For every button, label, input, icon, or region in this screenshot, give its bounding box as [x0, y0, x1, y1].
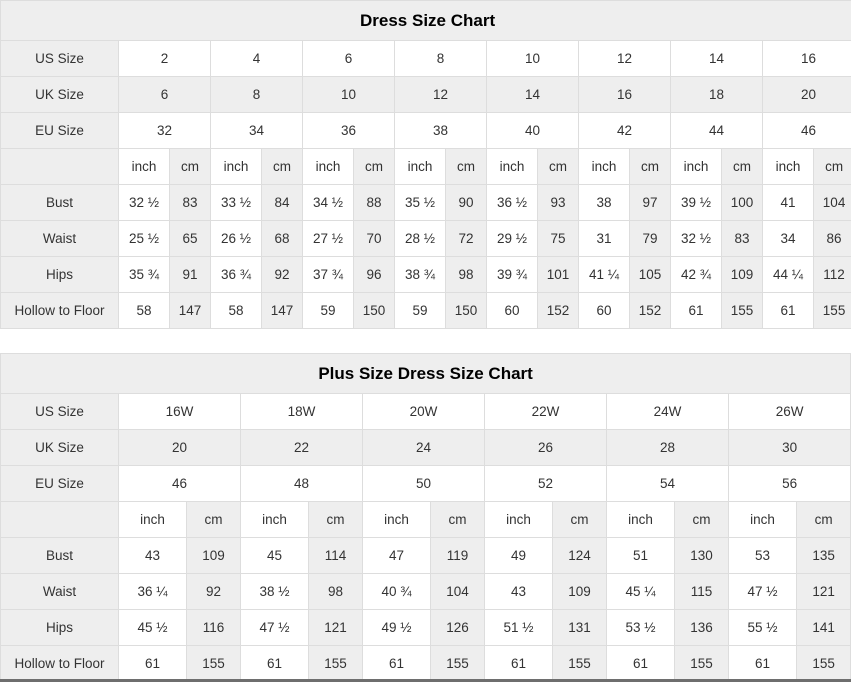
unit-header-cell-cm: cm: [446, 149, 487, 185]
measure-row: [1, 538, 851, 574]
size-value-cell: 50: [363, 466, 485, 502]
row-label: EU Size: [1, 466, 119, 502]
unit-header-cell-cm: cm: [187, 502, 241, 538]
size-value-cell: 46: [119, 466, 241, 502]
inch-value-cell: 45 ¼: [607, 574, 675, 610]
size-value-cell: 30: [729, 430, 851, 466]
size-value-cell: 26W: [729, 394, 851, 430]
row-label: Bust: [1, 185, 119, 221]
inch-value-cell: 47 ½: [241, 610, 309, 646]
inch-value-cell: 45 ½: [119, 610, 187, 646]
size-value-cell: 10: [487, 41, 579, 77]
inch-value-cell: 61: [729, 646, 797, 682]
unit-header-row: [1, 149, 851, 185]
size-value-cell: 38: [395, 113, 487, 149]
size-row: [1, 113, 851, 149]
cm-value-cell: 150: [446, 293, 487, 329]
cm-value-cell: 109: [553, 574, 607, 610]
row-label: Bust: [1, 538, 119, 574]
inch-value-cell: 35 ½: [395, 185, 446, 221]
unit-header-cell-inch: inch: [363, 502, 431, 538]
size-value-cell: 10: [303, 77, 395, 113]
inch-value-cell: 42 ¾: [671, 257, 722, 293]
inch-value-cell: 45: [241, 538, 309, 574]
size-value-cell: 16: [763, 41, 851, 77]
size-value-cell: 8: [395, 41, 487, 77]
unit-header-cell-cm: cm: [722, 149, 763, 185]
size-value-cell: 16: [579, 77, 671, 113]
inch-value-cell: 61: [671, 293, 722, 329]
size-value-cell: 46: [763, 113, 851, 149]
inch-value-cell: 49: [485, 538, 553, 574]
inch-value-cell: 58: [119, 293, 170, 329]
chart-title-row: [1, 354, 851, 394]
size-value-cell: 12: [395, 77, 487, 113]
chart-title-row: [1, 1, 851, 41]
inch-value-cell: 53: [729, 538, 797, 574]
size-value-cell: 6: [119, 77, 211, 113]
unit-header-cell-inch: inch: [579, 149, 630, 185]
cm-value-cell: 70: [354, 221, 395, 257]
cm-value-cell: 88: [354, 185, 395, 221]
cm-value-cell: 121: [309, 610, 363, 646]
size-value-cell: 34: [211, 113, 303, 149]
cm-value-cell: 155: [814, 293, 851, 329]
unit-header-row: [1, 502, 851, 538]
inch-value-cell: 39 ¾: [487, 257, 538, 293]
inch-value-cell: 28 ½: [395, 221, 446, 257]
cm-value-cell: 155: [675, 646, 729, 682]
inch-value-cell: 32 ½: [671, 221, 722, 257]
inch-value-cell: 61: [119, 646, 187, 682]
inch-value-cell: 55 ½: [729, 610, 797, 646]
size-value-cell: 20W: [363, 394, 485, 430]
cm-value-cell: 155: [553, 646, 607, 682]
unit-header-cell-cm: cm: [797, 502, 851, 538]
row-label: Hips: [1, 610, 119, 646]
cm-value-cell: 119: [431, 538, 485, 574]
cm-value-cell: 105: [630, 257, 671, 293]
cm-value-cell: 109: [722, 257, 763, 293]
inch-value-cell: 61: [607, 646, 675, 682]
row-label: EU Size: [1, 113, 119, 149]
size-value-cell: 22: [241, 430, 363, 466]
size-value-cell: 2: [119, 41, 211, 77]
inch-value-cell: 26 ½: [211, 221, 262, 257]
inch-value-cell: 47: [363, 538, 431, 574]
unit-header-cell-inch: inch: [671, 149, 722, 185]
cm-value-cell: 91: [170, 257, 211, 293]
inch-value-cell: 58: [211, 293, 262, 329]
plus-size-dress-size-chart-table: [0, 353, 851, 682]
measure-row: [1, 574, 851, 610]
inch-value-cell: 44 ¼: [763, 257, 814, 293]
cm-value-cell: 152: [630, 293, 671, 329]
size-value-cell: 8: [211, 77, 303, 113]
inch-value-cell: 47 ½: [729, 574, 797, 610]
row-label: UK Size: [1, 77, 119, 113]
size-value-cell: 32: [119, 113, 211, 149]
cm-value-cell: 136: [675, 610, 729, 646]
inch-value-cell: 27 ½: [303, 221, 354, 257]
size-value-cell: 28: [607, 430, 729, 466]
cm-value-cell: 155: [797, 646, 851, 682]
inch-value-cell: 36 ½: [487, 185, 538, 221]
inch-value-cell: 60: [579, 293, 630, 329]
size-value-cell: 20: [119, 430, 241, 466]
inch-value-cell: 49 ½: [363, 610, 431, 646]
size-value-cell: 14: [671, 41, 763, 77]
cm-value-cell: 75: [538, 221, 579, 257]
row-label-empty: [1, 502, 119, 538]
inch-value-cell: 59: [303, 293, 354, 329]
inch-value-cell: 61: [763, 293, 814, 329]
inch-value-cell: 59: [395, 293, 446, 329]
size-value-cell: 6: [303, 41, 395, 77]
size-value-cell: 24: [363, 430, 485, 466]
inch-value-cell: 61: [363, 646, 431, 682]
inch-value-cell: 41: [763, 185, 814, 221]
size-value-cell: 4: [211, 41, 303, 77]
cm-value-cell: 84: [262, 185, 303, 221]
row-label: Hollow to Floor: [1, 646, 119, 682]
inch-value-cell: 25 ½: [119, 221, 170, 257]
inch-value-cell: 31: [579, 221, 630, 257]
cm-value-cell: 150: [354, 293, 395, 329]
cm-value-cell: 135: [797, 538, 851, 574]
dress-size-chart-table: [0, 0, 851, 329]
cm-value-cell: 155: [431, 646, 485, 682]
table-gap: [0, 329, 851, 353]
size-value-cell: 20: [763, 77, 851, 113]
row-label: US Size: [1, 41, 119, 77]
size-row: [1, 430, 851, 466]
measure-row: [1, 257, 851, 293]
inch-value-cell: 39 ½: [671, 185, 722, 221]
measure-row: [1, 185, 851, 221]
inch-value-cell: 43: [119, 538, 187, 574]
cm-value-cell: 104: [814, 185, 851, 221]
cm-value-cell: 93: [538, 185, 579, 221]
inch-value-cell: 33 ½: [211, 185, 262, 221]
size-value-cell: 42: [579, 113, 671, 149]
cm-value-cell: 83: [170, 185, 211, 221]
measure-row: [1, 646, 851, 682]
unit-header-cell-cm: cm: [431, 502, 485, 538]
unit-header-cell-cm: cm: [538, 149, 579, 185]
unit-header-cell-inch: inch: [211, 149, 262, 185]
unit-header-cell-inch: inch: [119, 502, 187, 538]
row-label: Waist: [1, 221, 119, 257]
inch-value-cell: 37 ¾: [303, 257, 354, 293]
size-value-cell: 26: [485, 430, 607, 466]
inch-value-cell: 53 ½: [607, 610, 675, 646]
inch-value-cell: 38: [579, 185, 630, 221]
size-value-cell: 22W: [485, 394, 607, 430]
cm-value-cell: 100: [722, 185, 763, 221]
cm-value-cell: 130: [675, 538, 729, 574]
cm-value-cell: 155: [187, 646, 241, 682]
size-row: [1, 41, 851, 77]
measure-row: [1, 610, 851, 646]
unit-header-cell-inch: inch: [763, 149, 814, 185]
inch-value-cell: 36 ¼: [119, 574, 187, 610]
cm-value-cell: 141: [797, 610, 851, 646]
chart-title: Dress Size Chart: [1, 1, 851, 41]
unit-header-cell-inch: inch: [729, 502, 797, 538]
cm-value-cell: 126: [431, 610, 485, 646]
cm-value-cell: 68: [262, 221, 303, 257]
cm-value-cell: 90: [446, 185, 487, 221]
row-label: Waist: [1, 574, 119, 610]
cm-value-cell: 97: [630, 185, 671, 221]
cm-value-cell: 98: [446, 257, 487, 293]
cm-value-cell: 65: [170, 221, 211, 257]
inch-value-cell: 29 ½: [487, 221, 538, 257]
size-value-cell: 48: [241, 466, 363, 502]
unit-header-cell-cm: cm: [553, 502, 607, 538]
cm-value-cell: 124: [553, 538, 607, 574]
row-label: Hollow to Floor: [1, 293, 119, 329]
cm-value-cell: 83: [722, 221, 763, 257]
inch-value-cell: 38 ¾: [395, 257, 446, 293]
inch-value-cell: 61: [241, 646, 309, 682]
size-value-cell: 36: [303, 113, 395, 149]
unit-header-cell-cm: cm: [675, 502, 729, 538]
cm-value-cell: 147: [170, 293, 211, 329]
row-label-empty: [1, 149, 119, 185]
unit-header-cell-cm: cm: [170, 149, 211, 185]
unit-header-cell-inch: inch: [607, 502, 675, 538]
cm-value-cell: 112: [814, 257, 851, 293]
row-label: UK Size: [1, 430, 119, 466]
unit-header-cell-inch: inch: [119, 149, 170, 185]
unit-header-cell-inch: inch: [241, 502, 309, 538]
inch-value-cell: 51: [607, 538, 675, 574]
cm-value-cell: 115: [675, 574, 729, 610]
inch-value-cell: 60: [487, 293, 538, 329]
cm-value-cell: 114: [309, 538, 363, 574]
unit-header-cell-cm: cm: [630, 149, 671, 185]
inch-value-cell: 34: [763, 221, 814, 257]
size-row: [1, 77, 851, 113]
cm-value-cell: 79: [630, 221, 671, 257]
unit-header-cell-inch: inch: [395, 149, 446, 185]
inch-value-cell: 51 ½: [485, 610, 553, 646]
measure-row: [1, 293, 851, 329]
cm-value-cell: 116: [187, 610, 241, 646]
unit-header-cell-cm: cm: [814, 149, 851, 185]
size-value-cell: 40: [487, 113, 579, 149]
inch-value-cell: 36 ¾: [211, 257, 262, 293]
cm-value-cell: 131: [553, 610, 607, 646]
cm-value-cell: 147: [262, 293, 303, 329]
size-value-cell: 44: [671, 113, 763, 149]
size-value-cell: 14: [487, 77, 579, 113]
cm-value-cell: 121: [797, 574, 851, 610]
cm-value-cell: 104: [431, 574, 485, 610]
size-value-cell: 54: [607, 466, 729, 502]
cm-value-cell: 72: [446, 221, 487, 257]
inch-value-cell: 61: [485, 646, 553, 682]
cm-value-cell: 155: [722, 293, 763, 329]
size-value-cell: 18: [671, 77, 763, 113]
inch-value-cell: 40 ¾: [363, 574, 431, 610]
cm-value-cell: 155: [309, 646, 363, 682]
size-value-cell: 12: [579, 41, 671, 77]
measure-row: [1, 221, 851, 257]
cm-value-cell: 98: [309, 574, 363, 610]
cm-value-cell: 152: [538, 293, 579, 329]
size-value-cell: 52: [485, 466, 607, 502]
inch-value-cell: 32 ½: [119, 185, 170, 221]
inch-value-cell: 43: [485, 574, 553, 610]
inch-value-cell: 41 ¼: [579, 257, 630, 293]
size-value-cell: 56: [729, 466, 851, 502]
row-label: US Size: [1, 394, 119, 430]
unit-header-cell-inch: inch: [303, 149, 354, 185]
inch-value-cell: 35 ¾: [119, 257, 170, 293]
cm-value-cell: 92: [262, 257, 303, 293]
inch-value-cell: 34 ½: [303, 185, 354, 221]
size-value-cell: 16W: [119, 394, 241, 430]
size-row: [1, 394, 851, 430]
unit-header-cell-cm: cm: [309, 502, 363, 538]
cm-value-cell: 101: [538, 257, 579, 293]
size-value-cell: 24W: [607, 394, 729, 430]
row-label: Hips: [1, 257, 119, 293]
unit-header-cell-inch: inch: [487, 149, 538, 185]
cm-value-cell: 109: [187, 538, 241, 574]
size-value-cell: 18W: [241, 394, 363, 430]
cm-value-cell: 92: [187, 574, 241, 610]
size-row: [1, 466, 851, 502]
chart-title: Plus Size Dress Size Chart: [1, 354, 851, 394]
unit-header-cell-cm: cm: [354, 149, 395, 185]
cm-value-cell: 96: [354, 257, 395, 293]
unit-header-cell-inch: inch: [485, 502, 553, 538]
inch-value-cell: 38 ½: [241, 574, 309, 610]
unit-header-cell-cm: cm: [262, 149, 303, 185]
cm-value-cell: 86: [814, 221, 851, 257]
